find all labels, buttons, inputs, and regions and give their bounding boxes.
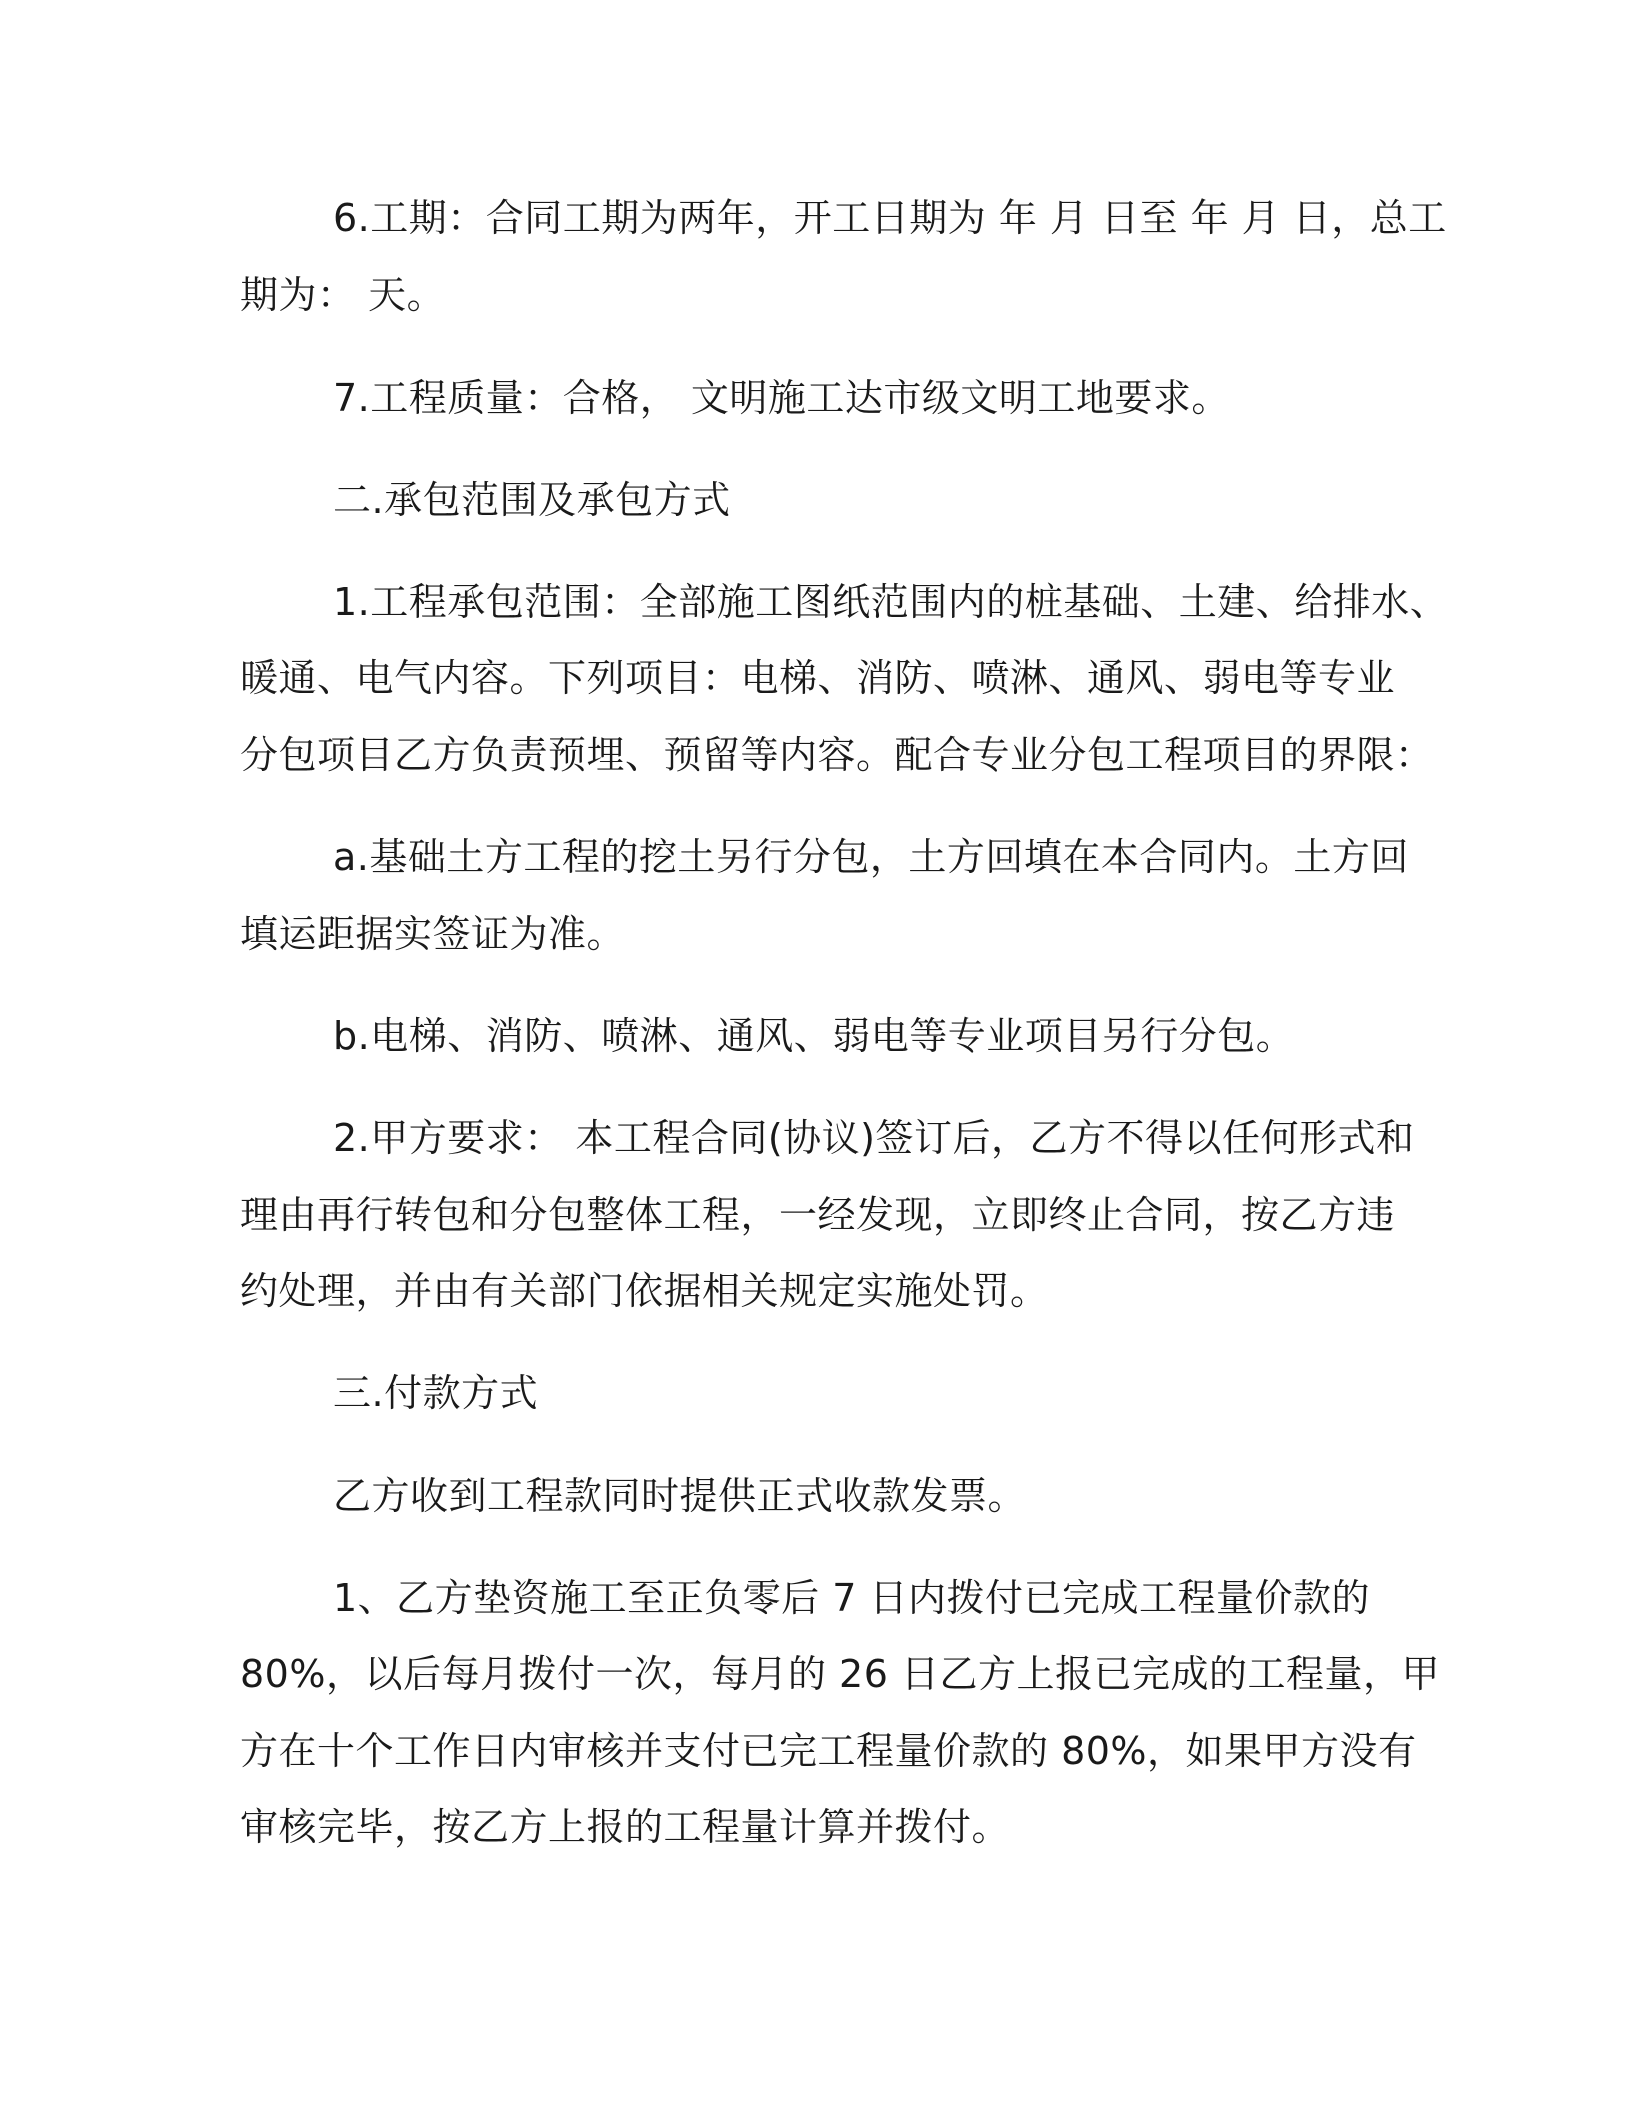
paragraph-scope-line-2: 暖通、电气内容。下列项目：电梯、消防、喷淋、通风、弱电等专业 (240, 656, 1396, 700)
paragraph-item-a-line-1: a.基础土方工程的挖土另行分包，土方回填在本合同内。土方回 (333, 835, 1409, 879)
paragraph-item-a-line-2: 填运距据实签证为准。 (240, 912, 626, 956)
section-heading-scope: 二.承包范围及承包方式 (333, 478, 731, 522)
paragraph-payment-line-2: 80%，以后每月拨付一次，每月的 26 日乙方上报已完成的工程量，甲 (240, 1652, 1440, 1696)
paragraph-payment-line-3: 方在十个工作日内审核并支付已完工程量价款的 80%，如果甲方没有 (240, 1729, 1417, 1773)
paragraph-payment-line-4: 审核完毕，按乙方上报的工程量计算并拨付。 (240, 1805, 1011, 1849)
paragraph-requirements-line-3: 约处理，并由有关部门依据相关规定实施处罚。 (240, 1269, 1049, 1313)
paragraph-scope-line-3: 分包项目乙方负责预埋、预留等内容。配合专业分包工程项目的界限： (240, 733, 1434, 777)
paragraph-invoice: 乙方收到工程款同时提供正式收款发票。 (333, 1474, 1027, 1518)
paragraph-payment-line-1: 1、乙方垫资施工至正负零后 7 日内拨付已完成工程量价款的 (333, 1576, 1371, 1620)
section-heading-payment: 三.付款方式 (333, 1371, 539, 1415)
paragraph-requirements-line-2: 理由再行转包和分包整体工程，一经发现，立即终止合同，按乙方违 (240, 1193, 1396, 1237)
paragraph-scope-line-1: 1.工程承包范围：全部施工图纸范围内的桩基础、土建、给排水、 (333, 580, 1449, 624)
paragraph-requirements-line-1: 2.甲方要求： 本工程合同(协议)签订后，乙方不得以任何形式和 (333, 1116, 1415, 1160)
paragraph-duration-line-1: 6.工期：合同工期为两年，开工日期为 年 月 日至 年 月 日，总工 (333, 196, 1447, 240)
paragraph-quality: 7.工程质量：合格， 文明施工达市级文明工地要求。 (333, 376, 1230, 420)
paragraph-duration-line-2: 期为： 天。 (240, 273, 446, 317)
paragraph-item-b: b.电梯、消防、喷淋、通风、弱电等专业项目另行分包。 (333, 1014, 1295, 1058)
